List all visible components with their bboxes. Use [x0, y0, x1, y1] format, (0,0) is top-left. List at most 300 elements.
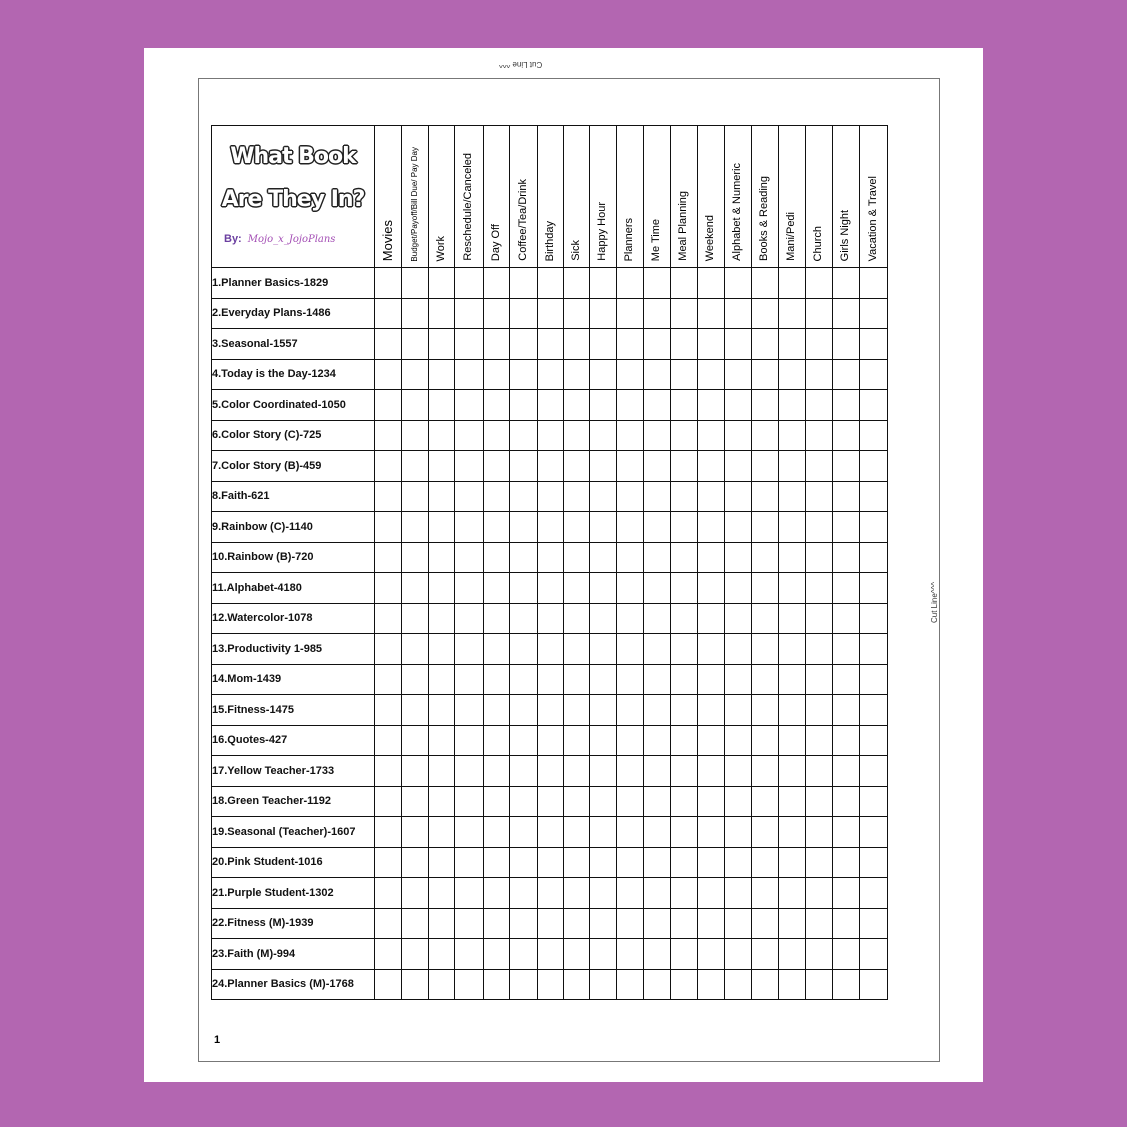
- check-cell[interactable]: [429, 847, 455, 878]
- check-cell[interactable]: [752, 634, 779, 665]
- check-cell[interactable]: [725, 878, 752, 909]
- check-cell[interactable]: [671, 939, 698, 970]
- check-cell[interactable]: [806, 542, 833, 573]
- check-cell[interactable]: [860, 817, 888, 848]
- check-cell[interactable]: [698, 786, 725, 817]
- check-cell[interactable]: [617, 542, 644, 573]
- check-cell[interactable]: [752, 298, 779, 329]
- check-cell[interactable]: [484, 512, 510, 543]
- check-cell[interactable]: [429, 542, 455, 573]
- check-cell[interactable]: [752, 359, 779, 390]
- check-cell[interactable]: [725, 390, 752, 421]
- check-cell[interactable]: [564, 664, 590, 695]
- check-cell[interactable]: [455, 573, 484, 604]
- check-cell[interactable]: [644, 725, 671, 756]
- check-cell[interactable]: [725, 908, 752, 939]
- check-cell[interactable]: [617, 878, 644, 909]
- check-cell[interactable]: [375, 390, 402, 421]
- check-cell[interactable]: [564, 817, 590, 848]
- check-cell[interactable]: [429, 603, 455, 634]
- check-cell[interactable]: [484, 359, 510, 390]
- check-cell[interactable]: [860, 725, 888, 756]
- check-cell[interactable]: [510, 420, 538, 451]
- check-cell[interactable]: [725, 817, 752, 848]
- check-cell[interactable]: [860, 847, 888, 878]
- check-cell[interactable]: [860, 573, 888, 604]
- check-cell[interactable]: [375, 908, 402, 939]
- check-cell[interactable]: [671, 878, 698, 909]
- check-cell[interactable]: [564, 756, 590, 787]
- check-cell[interactable]: [698, 298, 725, 329]
- check-cell[interactable]: [402, 512, 429, 543]
- check-cell[interactable]: [806, 786, 833, 817]
- check-cell[interactable]: [484, 786, 510, 817]
- check-cell[interactable]: [484, 481, 510, 512]
- check-cell[interactable]: [375, 268, 402, 299]
- check-cell[interactable]: [510, 603, 538, 634]
- check-cell[interactable]: [538, 725, 564, 756]
- check-cell[interactable]: [698, 817, 725, 848]
- check-cell[interactable]: [617, 817, 644, 848]
- check-cell[interactable]: [752, 969, 779, 1000]
- check-cell[interactable]: [538, 573, 564, 604]
- check-cell[interactable]: [806, 939, 833, 970]
- check-cell[interactable]: [590, 268, 617, 299]
- check-cell[interactable]: [806, 359, 833, 390]
- check-cell[interactable]: [510, 878, 538, 909]
- check-cell[interactable]: [564, 298, 590, 329]
- check-cell[interactable]: [429, 756, 455, 787]
- check-cell[interactable]: [617, 939, 644, 970]
- check-cell[interactable]: [375, 451, 402, 482]
- check-cell[interactable]: [671, 451, 698, 482]
- check-cell[interactable]: [779, 512, 806, 543]
- check-cell[interactable]: [833, 451, 860, 482]
- check-cell[interactable]: [617, 390, 644, 421]
- check-cell[interactable]: [564, 878, 590, 909]
- check-cell[interactable]: [455, 847, 484, 878]
- check-cell[interactable]: [752, 756, 779, 787]
- check-cell[interactable]: [671, 420, 698, 451]
- check-cell[interactable]: [510, 695, 538, 726]
- check-cell[interactable]: [779, 573, 806, 604]
- check-cell[interactable]: [510, 817, 538, 848]
- check-cell[interactable]: [429, 512, 455, 543]
- check-cell[interactable]: [484, 390, 510, 421]
- check-cell[interactable]: [429, 725, 455, 756]
- check-cell[interactable]: [671, 847, 698, 878]
- check-cell[interactable]: [671, 664, 698, 695]
- check-cell[interactable]: [752, 268, 779, 299]
- check-cell[interactable]: [484, 634, 510, 665]
- check-cell[interactable]: [590, 420, 617, 451]
- check-cell[interactable]: [402, 268, 429, 299]
- check-cell[interactable]: [455, 725, 484, 756]
- check-cell[interactable]: [590, 969, 617, 1000]
- check-cell[interactable]: [644, 756, 671, 787]
- check-cell[interactable]: [833, 542, 860, 573]
- check-cell[interactable]: [510, 756, 538, 787]
- check-cell[interactable]: [484, 268, 510, 299]
- check-cell[interactable]: [402, 817, 429, 848]
- check-cell[interactable]: [375, 512, 402, 543]
- check-cell[interactable]: [698, 329, 725, 360]
- check-cell[interactable]: [860, 939, 888, 970]
- check-cell[interactable]: [752, 725, 779, 756]
- check-cell[interactable]: [671, 573, 698, 604]
- check-cell[interactable]: [510, 329, 538, 360]
- check-cell[interactable]: [779, 390, 806, 421]
- check-cell[interactable]: [484, 420, 510, 451]
- check-cell[interactable]: [402, 481, 429, 512]
- check-cell[interactable]: [429, 969, 455, 1000]
- check-cell[interactable]: [538, 786, 564, 817]
- check-cell[interactable]: [402, 725, 429, 756]
- check-cell[interactable]: [806, 969, 833, 1000]
- check-cell[interactable]: [725, 939, 752, 970]
- check-cell[interactable]: [510, 939, 538, 970]
- check-cell[interactable]: [617, 786, 644, 817]
- check-cell[interactable]: [671, 512, 698, 543]
- check-cell[interactable]: [455, 359, 484, 390]
- check-cell[interactable]: [375, 329, 402, 360]
- check-cell[interactable]: [429, 573, 455, 604]
- check-cell[interactable]: [590, 878, 617, 909]
- check-cell[interactable]: [564, 786, 590, 817]
- check-cell[interactable]: [833, 817, 860, 848]
- check-cell[interactable]: [402, 603, 429, 634]
- check-cell[interactable]: [779, 725, 806, 756]
- check-cell[interactable]: [375, 786, 402, 817]
- check-cell[interactable]: [752, 817, 779, 848]
- check-cell[interactable]: [510, 969, 538, 1000]
- check-cell[interactable]: [375, 573, 402, 604]
- check-cell[interactable]: [590, 390, 617, 421]
- check-cell[interactable]: [752, 390, 779, 421]
- check-cell[interactable]: [671, 908, 698, 939]
- check-cell[interactable]: [484, 695, 510, 726]
- check-cell[interactable]: [375, 725, 402, 756]
- check-cell[interactable]: [429, 695, 455, 726]
- check-cell[interactable]: [564, 359, 590, 390]
- check-cell[interactable]: [402, 664, 429, 695]
- check-cell[interactable]: [375, 939, 402, 970]
- check-cell[interactable]: [564, 390, 590, 421]
- check-cell[interactable]: [617, 298, 644, 329]
- check-cell[interactable]: [538, 329, 564, 360]
- check-cell[interactable]: [429, 298, 455, 329]
- check-cell[interactable]: [375, 695, 402, 726]
- check-cell[interactable]: [860, 786, 888, 817]
- check-cell[interactable]: [429, 329, 455, 360]
- check-cell[interactable]: [510, 634, 538, 665]
- check-cell[interactable]: [617, 695, 644, 726]
- check-cell[interactable]: [860, 695, 888, 726]
- check-cell[interactable]: [617, 847, 644, 878]
- check-cell[interactable]: [538, 481, 564, 512]
- check-cell[interactable]: [698, 359, 725, 390]
- check-cell[interactable]: [538, 359, 564, 390]
- check-cell[interactable]: [538, 664, 564, 695]
- check-cell[interactable]: [564, 481, 590, 512]
- check-cell[interactable]: [375, 298, 402, 329]
- check-cell[interactable]: [806, 878, 833, 909]
- check-cell[interactable]: [860, 664, 888, 695]
- check-cell[interactable]: [510, 573, 538, 604]
- check-cell[interactable]: [698, 695, 725, 726]
- check-cell[interactable]: [698, 573, 725, 604]
- check-cell[interactable]: [779, 268, 806, 299]
- check-cell[interactable]: [617, 725, 644, 756]
- check-cell[interactable]: [725, 969, 752, 1000]
- check-cell[interactable]: [779, 420, 806, 451]
- check-cell[interactable]: [806, 390, 833, 421]
- check-cell[interactable]: [402, 359, 429, 390]
- check-cell[interactable]: [725, 420, 752, 451]
- check-cell[interactable]: [860, 390, 888, 421]
- check-cell[interactable]: [538, 634, 564, 665]
- check-cell[interactable]: [644, 634, 671, 665]
- check-cell[interactable]: [752, 329, 779, 360]
- check-cell[interactable]: [402, 847, 429, 878]
- check-cell[interactable]: [698, 603, 725, 634]
- check-cell[interactable]: [402, 695, 429, 726]
- check-cell[interactable]: [510, 390, 538, 421]
- check-cell[interactable]: [590, 939, 617, 970]
- check-cell[interactable]: [564, 634, 590, 665]
- check-cell[interactable]: [617, 359, 644, 390]
- check-cell[interactable]: [806, 329, 833, 360]
- check-cell[interactable]: [510, 847, 538, 878]
- check-cell[interactable]: [860, 420, 888, 451]
- check-cell[interactable]: [455, 634, 484, 665]
- check-cell[interactable]: [455, 390, 484, 421]
- check-cell[interactable]: [779, 329, 806, 360]
- check-cell[interactable]: [590, 451, 617, 482]
- check-cell[interactable]: [510, 298, 538, 329]
- check-cell[interactable]: [538, 756, 564, 787]
- check-cell[interactable]: [752, 878, 779, 909]
- check-cell[interactable]: [725, 451, 752, 482]
- check-cell[interactable]: [779, 664, 806, 695]
- check-cell[interactable]: [617, 512, 644, 543]
- check-cell[interactable]: [644, 359, 671, 390]
- check-cell[interactable]: [617, 634, 644, 665]
- check-cell[interactable]: [564, 451, 590, 482]
- check-cell[interactable]: [402, 756, 429, 787]
- check-cell[interactable]: [752, 420, 779, 451]
- check-cell[interactable]: [617, 329, 644, 360]
- check-cell[interactable]: [698, 908, 725, 939]
- check-cell[interactable]: [538, 268, 564, 299]
- check-cell[interactable]: [779, 878, 806, 909]
- check-cell[interactable]: [725, 756, 752, 787]
- check-cell[interactable]: [752, 695, 779, 726]
- check-cell[interactable]: [429, 634, 455, 665]
- check-cell[interactable]: [375, 634, 402, 665]
- check-cell[interactable]: [429, 664, 455, 695]
- check-cell[interactable]: [698, 481, 725, 512]
- check-cell[interactable]: [725, 634, 752, 665]
- check-cell[interactable]: [590, 695, 617, 726]
- check-cell[interactable]: [590, 603, 617, 634]
- check-cell[interactable]: [698, 725, 725, 756]
- check-cell[interactable]: [538, 908, 564, 939]
- check-cell[interactable]: [779, 908, 806, 939]
- check-cell[interactable]: [698, 390, 725, 421]
- check-cell[interactable]: [510, 908, 538, 939]
- check-cell[interactable]: [860, 481, 888, 512]
- check-cell[interactable]: [484, 817, 510, 848]
- check-cell[interactable]: [455, 542, 484, 573]
- check-cell[interactable]: [644, 786, 671, 817]
- check-cell[interactable]: [833, 908, 860, 939]
- check-cell[interactable]: [644, 542, 671, 573]
- check-cell[interactable]: [590, 786, 617, 817]
- check-cell[interactable]: [538, 298, 564, 329]
- check-cell[interactable]: [833, 573, 860, 604]
- check-cell[interactable]: [698, 634, 725, 665]
- check-cell[interactable]: [590, 359, 617, 390]
- check-cell[interactable]: [429, 420, 455, 451]
- check-cell[interactable]: [806, 756, 833, 787]
- check-cell[interactable]: [860, 298, 888, 329]
- check-cell[interactable]: [833, 481, 860, 512]
- check-cell[interactable]: [402, 420, 429, 451]
- check-cell[interactable]: [725, 695, 752, 726]
- check-cell[interactable]: [779, 481, 806, 512]
- check-cell[interactable]: [538, 939, 564, 970]
- check-cell[interactable]: [375, 481, 402, 512]
- check-cell[interactable]: [698, 939, 725, 970]
- check-cell[interactable]: [455, 817, 484, 848]
- check-cell[interactable]: [375, 542, 402, 573]
- check-cell[interactable]: [564, 969, 590, 1000]
- check-cell[interactable]: [833, 695, 860, 726]
- check-cell[interactable]: [564, 329, 590, 360]
- check-cell[interactable]: [860, 603, 888, 634]
- check-cell[interactable]: [375, 756, 402, 787]
- check-cell[interactable]: [698, 969, 725, 1000]
- check-cell[interactable]: [617, 664, 644, 695]
- check-cell[interactable]: [590, 756, 617, 787]
- check-cell[interactable]: [752, 786, 779, 817]
- check-cell[interactable]: [402, 329, 429, 360]
- check-cell[interactable]: [698, 268, 725, 299]
- check-cell[interactable]: [860, 359, 888, 390]
- check-cell[interactable]: [644, 298, 671, 329]
- check-cell[interactable]: [671, 969, 698, 1000]
- check-cell[interactable]: [671, 603, 698, 634]
- check-cell[interactable]: [644, 695, 671, 726]
- check-cell[interactable]: [564, 603, 590, 634]
- check-cell[interactable]: [590, 329, 617, 360]
- check-cell[interactable]: [860, 542, 888, 573]
- check-cell[interactable]: [806, 573, 833, 604]
- check-cell[interactable]: [833, 634, 860, 665]
- check-cell[interactable]: [671, 756, 698, 787]
- check-cell[interactable]: [455, 878, 484, 909]
- check-cell[interactable]: [725, 359, 752, 390]
- check-cell[interactable]: [833, 359, 860, 390]
- check-cell[interactable]: [455, 268, 484, 299]
- check-cell[interactable]: [484, 847, 510, 878]
- check-cell[interactable]: [402, 298, 429, 329]
- check-cell[interactable]: [510, 725, 538, 756]
- check-cell[interactable]: [725, 268, 752, 299]
- check-cell[interactable]: [617, 268, 644, 299]
- check-cell[interactable]: [752, 481, 779, 512]
- check-cell[interactable]: [806, 725, 833, 756]
- check-cell[interactable]: [455, 695, 484, 726]
- check-cell[interactable]: [510, 268, 538, 299]
- check-cell[interactable]: [833, 512, 860, 543]
- check-cell[interactable]: [806, 268, 833, 299]
- check-cell[interactable]: [860, 969, 888, 1000]
- check-cell[interactable]: [510, 512, 538, 543]
- check-cell[interactable]: [538, 603, 564, 634]
- check-cell[interactable]: [698, 420, 725, 451]
- check-cell[interactable]: [484, 756, 510, 787]
- check-cell[interactable]: [833, 756, 860, 787]
- check-cell[interactable]: [698, 664, 725, 695]
- check-cell[interactable]: [429, 939, 455, 970]
- check-cell[interactable]: [484, 298, 510, 329]
- check-cell[interactable]: [725, 725, 752, 756]
- check-cell[interactable]: [779, 542, 806, 573]
- check-cell[interactable]: [510, 664, 538, 695]
- check-cell[interactable]: [538, 969, 564, 1000]
- check-cell[interactable]: [752, 847, 779, 878]
- check-cell[interactable]: [564, 695, 590, 726]
- check-cell[interactable]: [806, 451, 833, 482]
- check-cell[interactable]: [644, 878, 671, 909]
- check-cell[interactable]: [510, 542, 538, 573]
- check-cell[interactable]: [752, 512, 779, 543]
- check-cell[interactable]: [564, 268, 590, 299]
- check-cell[interactable]: [779, 359, 806, 390]
- check-cell[interactable]: [860, 634, 888, 665]
- check-cell[interactable]: [779, 786, 806, 817]
- check-cell[interactable]: [752, 664, 779, 695]
- check-cell[interactable]: [617, 481, 644, 512]
- check-cell[interactable]: [806, 817, 833, 848]
- check-cell[interactable]: [484, 878, 510, 909]
- check-cell[interactable]: [484, 969, 510, 1000]
- check-cell[interactable]: [590, 908, 617, 939]
- check-cell[interactable]: [402, 573, 429, 604]
- check-cell[interactable]: [455, 451, 484, 482]
- check-cell[interactable]: [833, 939, 860, 970]
- check-cell[interactable]: [402, 634, 429, 665]
- check-cell[interactable]: [779, 939, 806, 970]
- check-cell[interactable]: [671, 298, 698, 329]
- check-cell[interactable]: [725, 573, 752, 604]
- check-cell[interactable]: [484, 329, 510, 360]
- check-cell[interactable]: [779, 298, 806, 329]
- check-cell[interactable]: [860, 756, 888, 787]
- check-cell[interactable]: [779, 603, 806, 634]
- check-cell[interactable]: [429, 359, 455, 390]
- check-cell[interactable]: [644, 481, 671, 512]
- check-cell[interactable]: [402, 451, 429, 482]
- check-cell[interactable]: [671, 542, 698, 573]
- check-cell[interactable]: [860, 329, 888, 360]
- check-cell[interactable]: [590, 725, 617, 756]
- check-cell[interactable]: [698, 878, 725, 909]
- check-cell[interactable]: [455, 969, 484, 1000]
- check-cell[interactable]: [455, 908, 484, 939]
